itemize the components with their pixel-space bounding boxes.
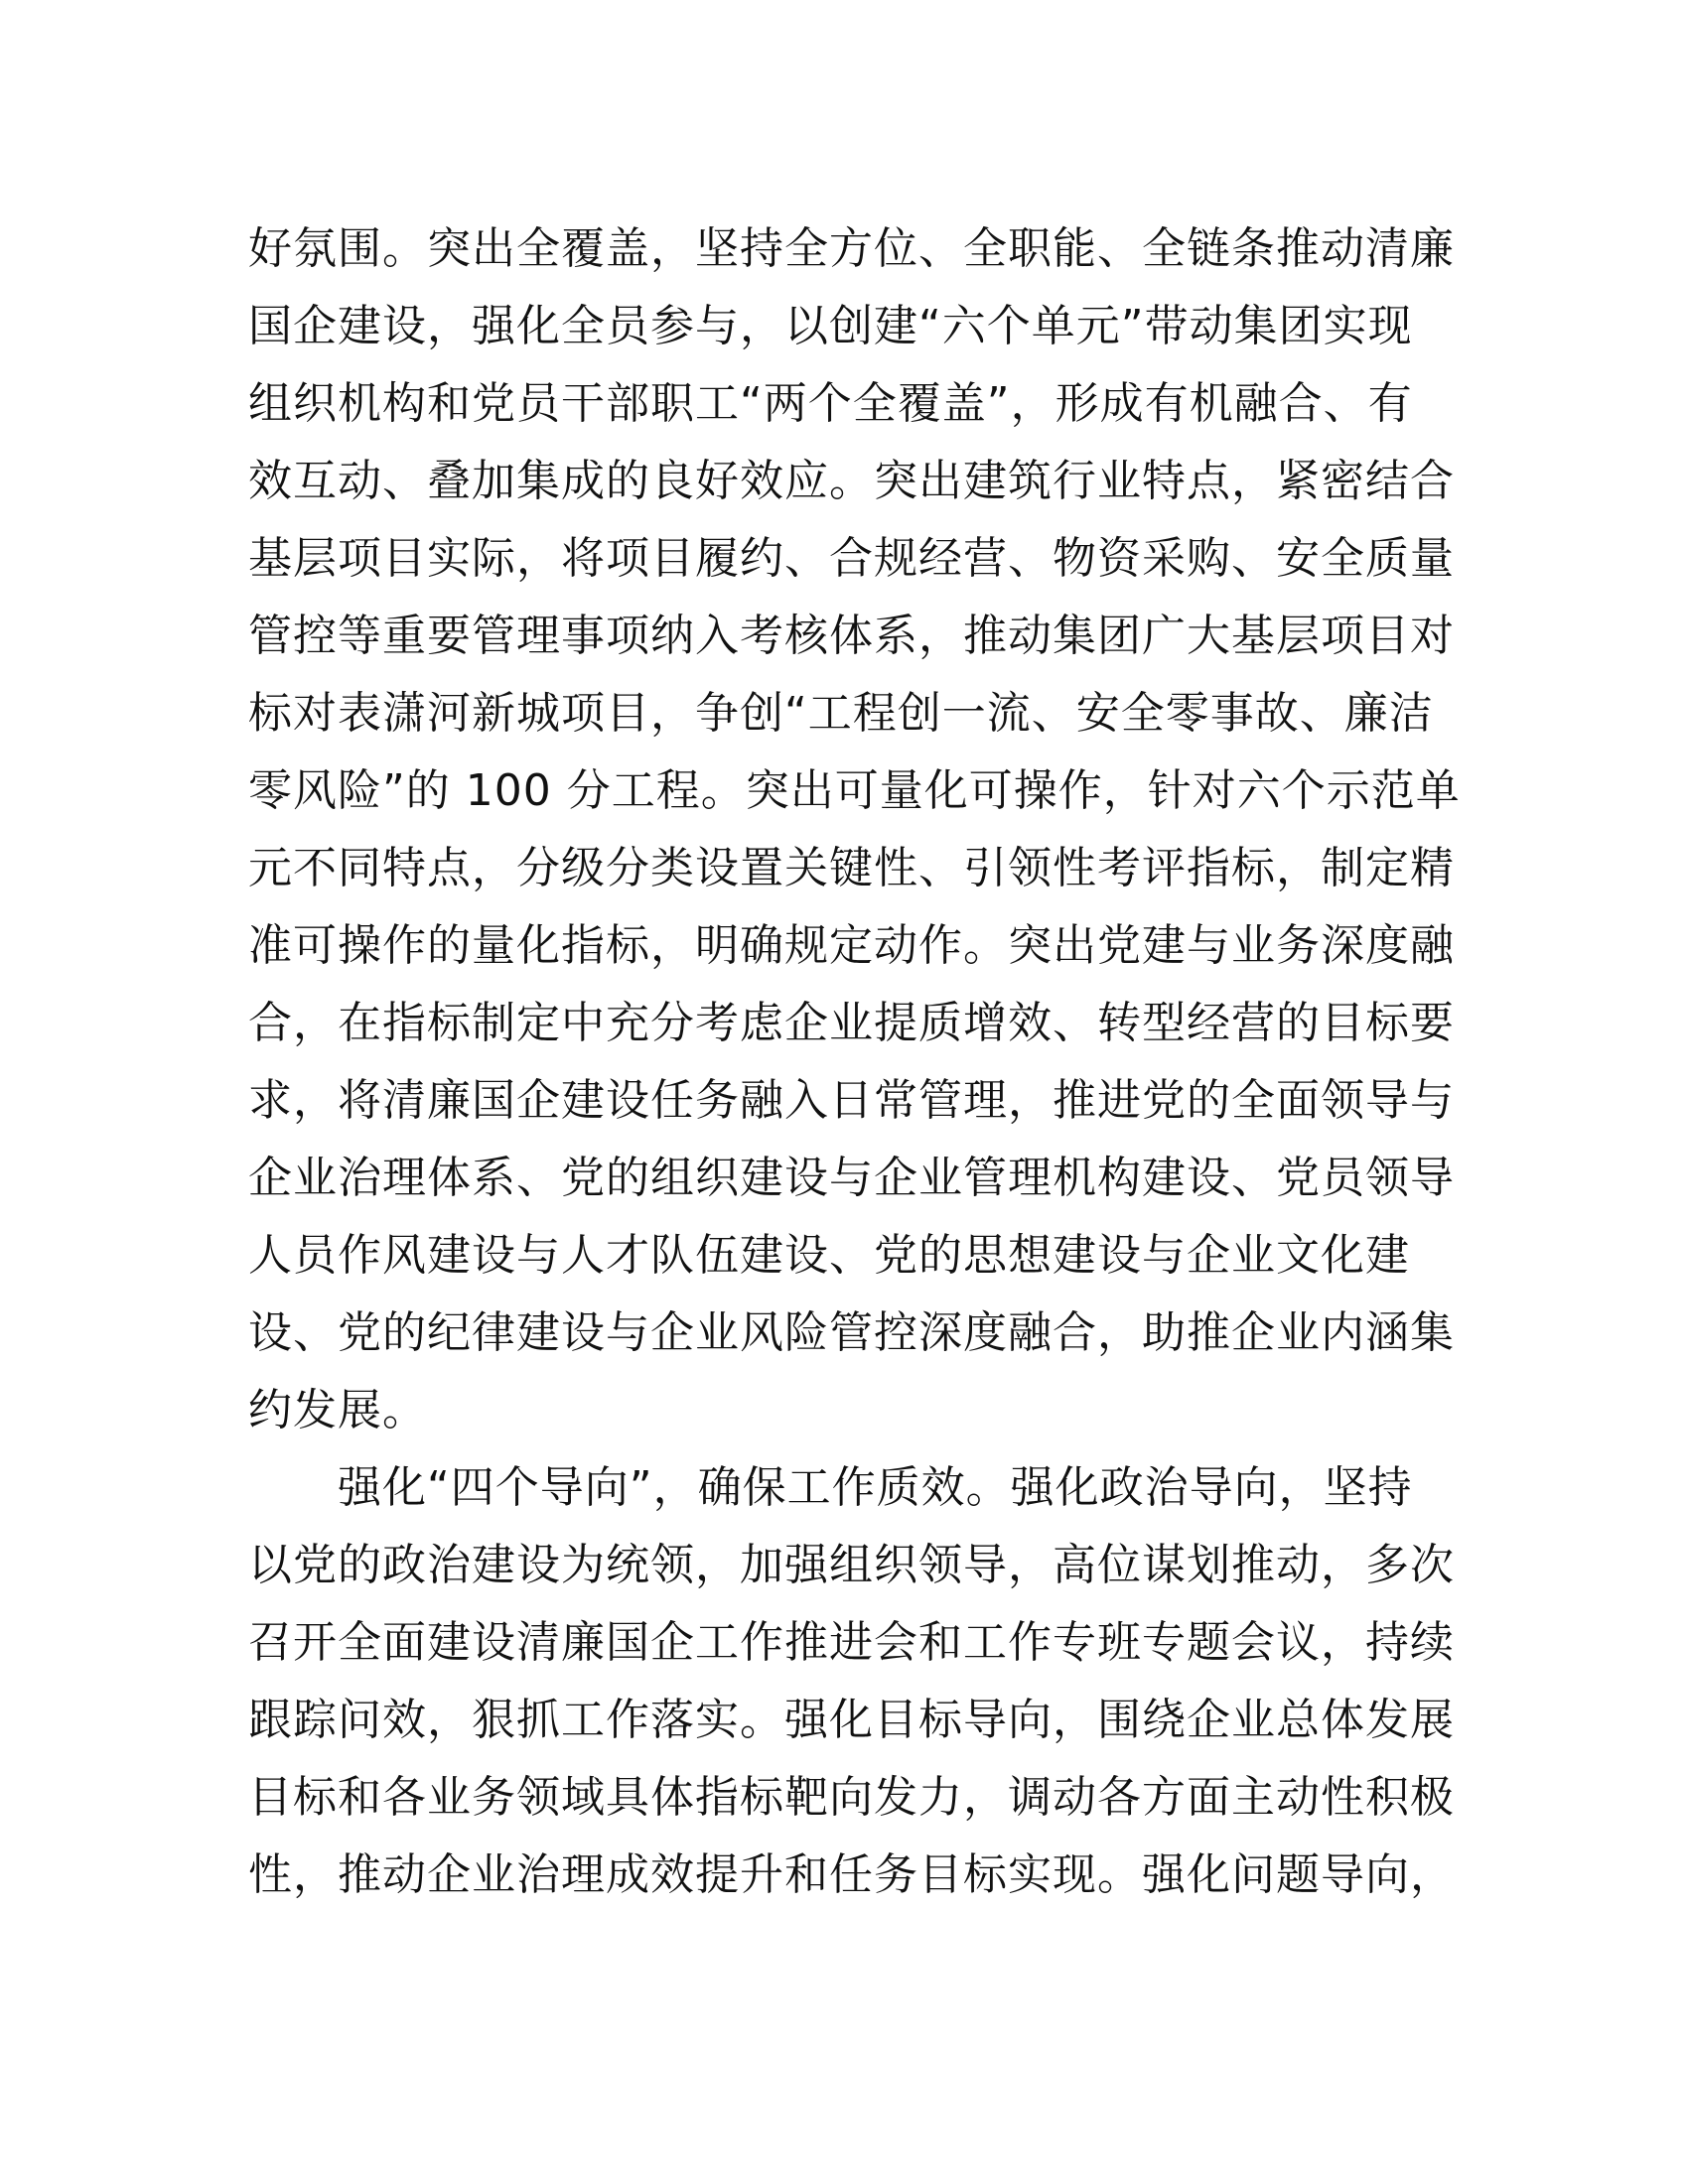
text-line: 零风险”的 100 分工程。突出可量化可操作，针对六个示范单 xyxy=(248,765,1461,816)
text-line: 约发展。 xyxy=(248,1385,427,1435)
paragraph-2 xyxy=(248,1449,1455,1914)
text-line: 目标和各业务领域具体指标靶向发力，调动各方面主动性积极 xyxy=(248,1772,1455,1823)
text-line: 跟踪问效，狠抓工作落实。强化目标导向，围绕企业总体发展 xyxy=(248,1695,1455,1745)
text-line: 召开全面建设清廉国企工作推进会和工作专班专题会议，持续 xyxy=(248,1617,1455,1668)
text-line: 效互动、叠加集成的良好效应。突出建筑行业特点，紧密结合 xyxy=(248,456,1455,506)
text-line: 标对表潇河新城项目，争创“工程创一流、安全零事故、廉洁 xyxy=(248,688,1434,739)
text-line: 求，将清廉国企建设任务融入日常管理，推进党的全面领导与 xyxy=(248,1075,1455,1126)
text-line: 性，推动企业治理成效提升和任务目标实现。强化问题导向， xyxy=(248,1849,1455,1900)
text-line: 以党的政治建设为统领，加强组织领导，高位谋划推动，多次 xyxy=(248,1540,1455,1590)
text-line: 好氛围。突出全覆盖，坚持全方位、全职能、全链条推动清廉 xyxy=(248,223,1455,274)
text-line: 设、党的纪律建设与企业风险管控深度融合，助推企业内涵集 xyxy=(248,1307,1455,1358)
text-line: 基层项目实际，将项目履约、合规经营、物资采购、安全质量 xyxy=(248,533,1455,584)
text-line: 组织机构和党员干部职工“两个全覆盖”，形成有机融合、有 xyxy=(248,378,1413,429)
text-line: 准可操作的量化指标，明确规定动作。突出党建与业务深度融 xyxy=(248,920,1455,971)
paragraph-1 xyxy=(248,210,1461,1449)
text-line: 合，在指标制定中充分考虑企业提质增效、转型经营的目标要 xyxy=(248,998,1455,1048)
text-line: 人员作风建设与人才队伍建设、党的思想建设与企业文化建 xyxy=(248,1230,1410,1281)
text-line: 管控等重要管理事项纳入考核体系，推动集团广大基层项目对 xyxy=(248,611,1455,661)
text-line: 国企建设，强化全员参与，以创建“六个单元”带动集团实现 xyxy=(248,301,1413,351)
text-line: 企业治理体系、党的组织建设与企业管理机构建设、党员领导 xyxy=(248,1153,1455,1203)
text-line: 强化“四个导向”，确保工作质效。强化政治导向，坚持 xyxy=(248,1462,1413,1513)
text-line: 元不同特点，分级分类设置关键性、引领性考评指标，制定精 xyxy=(248,843,1455,893)
